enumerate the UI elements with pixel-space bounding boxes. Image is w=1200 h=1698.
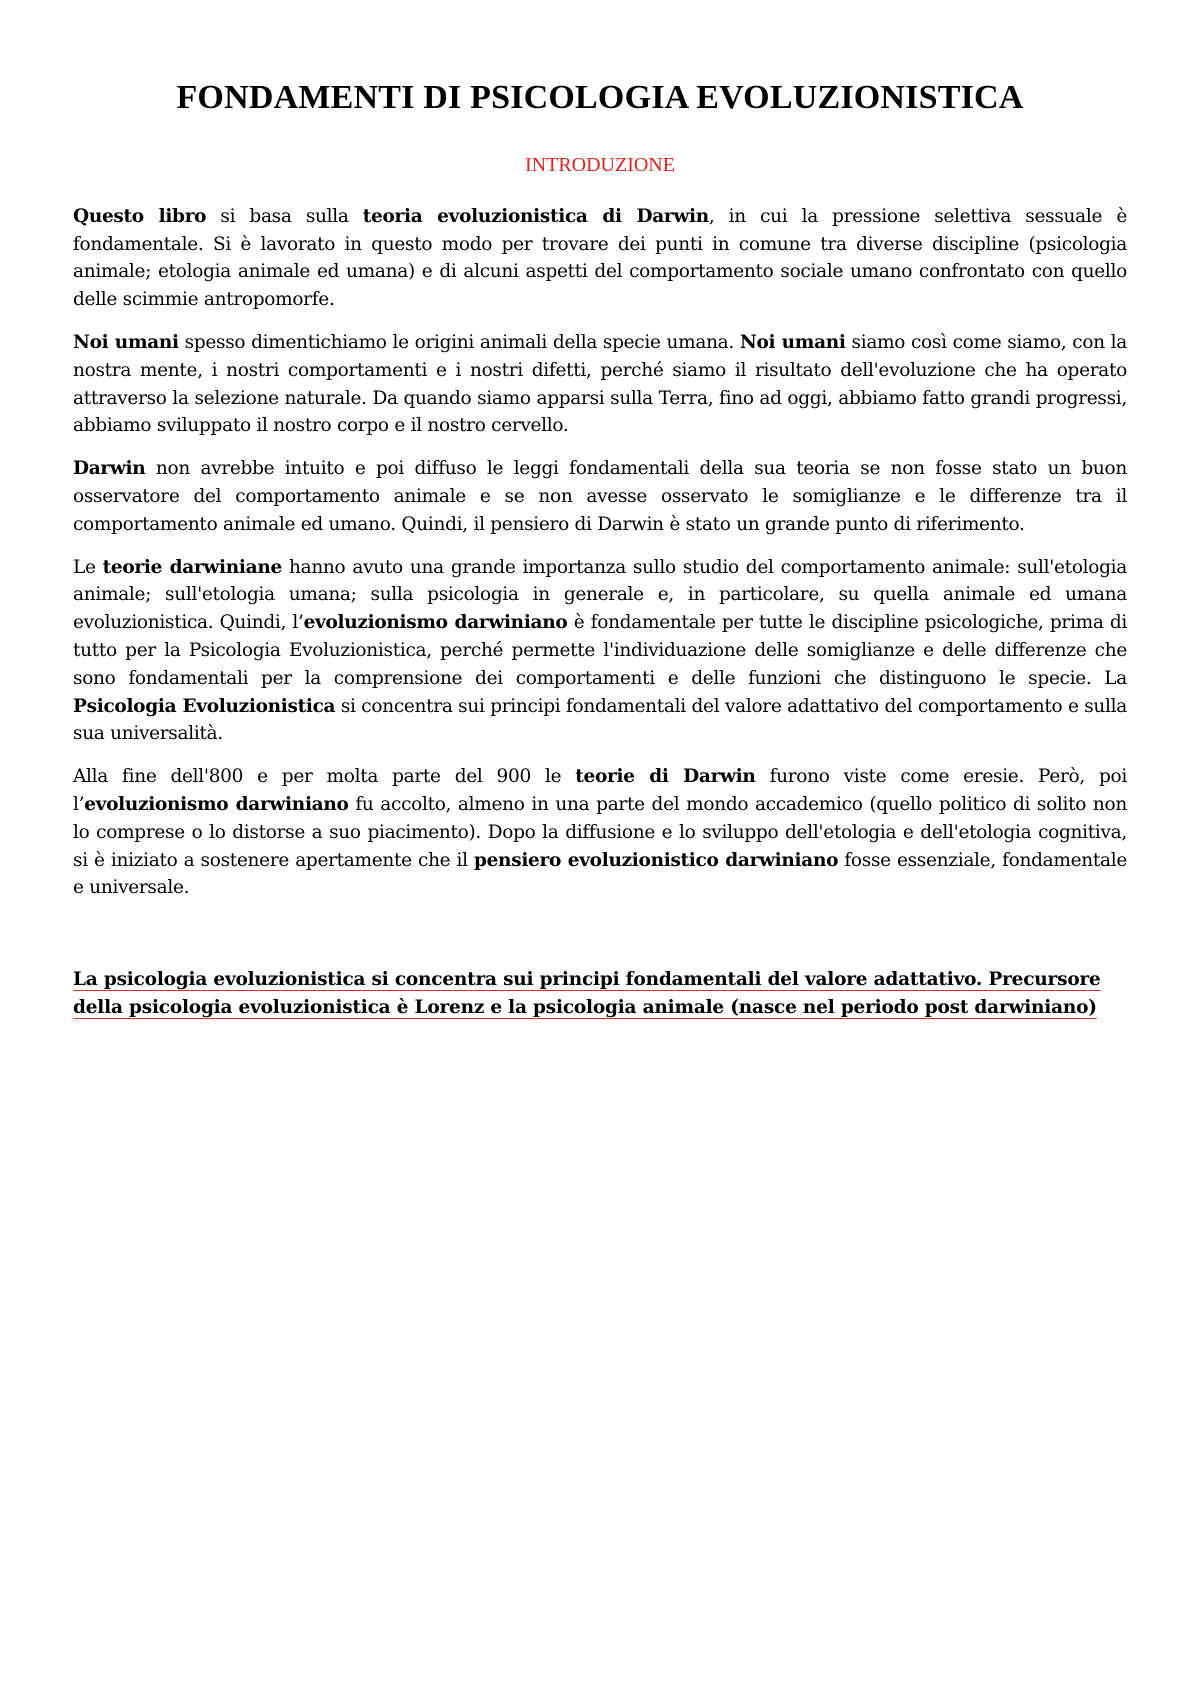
bold-term: Questo libro (73, 205, 207, 227)
text-run: fosse essenziale, fondamentale e universale. (73, 849, 1128, 899)
document-title: FONDAMENTI DI PSICOLOGIA EVOLUZIONISTICA (176, 79, 1024, 116)
bold-term: teorie di Darwin (575, 766, 756, 788)
bold-term: evoluzionismo darwiniano (84, 793, 349, 815)
conclusion-note: La psicologia evoluzionistica si concentra sui principi fondamentali del valore adattativo. Precursore della psicologia evoluzionistica è Lorenz e la psicologia animale (nasce nel periodo post darwiniano) (73, 969, 1101, 1019)
text-run: è fondamentale per tutte le discipline psicologiche, prima di tutto per la Psicologia Evoluzionistica, perché permette l'individuazione delle somiglianze e delle differenze che sono fondamentali per la comprensione dei comportamenti e delle funzioni che distinguono le specie. La (73, 612, 1128, 689)
text-run: non avrebbe intuito e poi diffuso le leggi fondamentali della sua teoria se non fosse stato un buon osservatore del comportamento animale e se non avesse osservato le somiglianze e le differenze tra il comportamento animale ed umano. Quindi, il pensiero di Darwin è stato un grande punto di riferimento. (73, 458, 1127, 535)
text-run: spesso dimentichiamo le origini animali della specie umana. (178, 331, 740, 353)
bold-term: Darwin (73, 458, 146, 480)
text-run: Alla fine dell'800 e per molta parte del 900 le (73, 766, 576, 788)
paragraph (73, 763, 1127, 902)
bold-term: pensiero evoluzionistico darwiniano (473, 849, 839, 871)
text-run: fu accolto, almeno in una parte del mondo accademico (quello politico di solito non lo comprese o lo distorse a suo piacimento). Dopo la diffusione e lo sviluppo dell'etologia e dell'etologia cognitiva, si è iniziato a sostenere apertamente che il (73, 793, 1127, 871)
bold-term: teoria evoluzionistica di Darwin (362, 205, 709, 227)
text-run: furono viste come eresie. Però, poi l’ (73, 766, 1127, 815)
paragraph (73, 455, 1127, 538)
text-run: Le (73, 556, 103, 578)
bold-term: Psicologia Evoluzionistica (73, 695, 336, 717)
bold-term: teorie darwiniane (102, 556, 282, 578)
text-run: , in cui la pressione selettiva sessuale è fondamentale. Si è lavorato in questo modo per trovare dei punti in comune tra diverse discipline (psicologia animale; etologia animale ed umana) e di alcuni aspetti del comportamento sociale umano confrontato con quello delle scimmie antropomorfe. (73, 205, 1127, 311)
text-run: si basa sulla (206, 205, 363, 227)
paragraph (73, 554, 1127, 749)
text-run: siamo così come siamo, con la nostra mente, i nostri comportamenti e i nostri difetti, perché siamo il risultato dell'evoluzione che ha operato attraverso la selezione naturale. Da quando siamo apparsi sulla Terra, fino ad oggi, abbiamo fatto grandi progressi, abbiamo sviluppato il nostro corpo e il nostro cervello. (73, 331, 1127, 437)
bold-term: evoluzionismo darwiniano (303, 612, 568, 634)
bold-term: Noi umani (73, 331, 179, 353)
paragraph (73, 329, 1127, 440)
text-run: hanno avuto una grande importanza sullo studio del comportamento animale: sull'etologia animale; sull'etologia umana; sulla psicologia in generale e, in particolare, su quella animale ed umana evoluzionistica. Quindi, l’ (73, 556, 1127, 634)
bold-term: Noi umani (739, 331, 846, 353)
paragraph (73, 203, 1127, 314)
text-run: si concentra sui principi fondamentali del valore adattativo del comportamento e sulla sua universalità. (73, 695, 1127, 745)
section-heading: INTRODUZIONE (525, 153, 675, 176)
